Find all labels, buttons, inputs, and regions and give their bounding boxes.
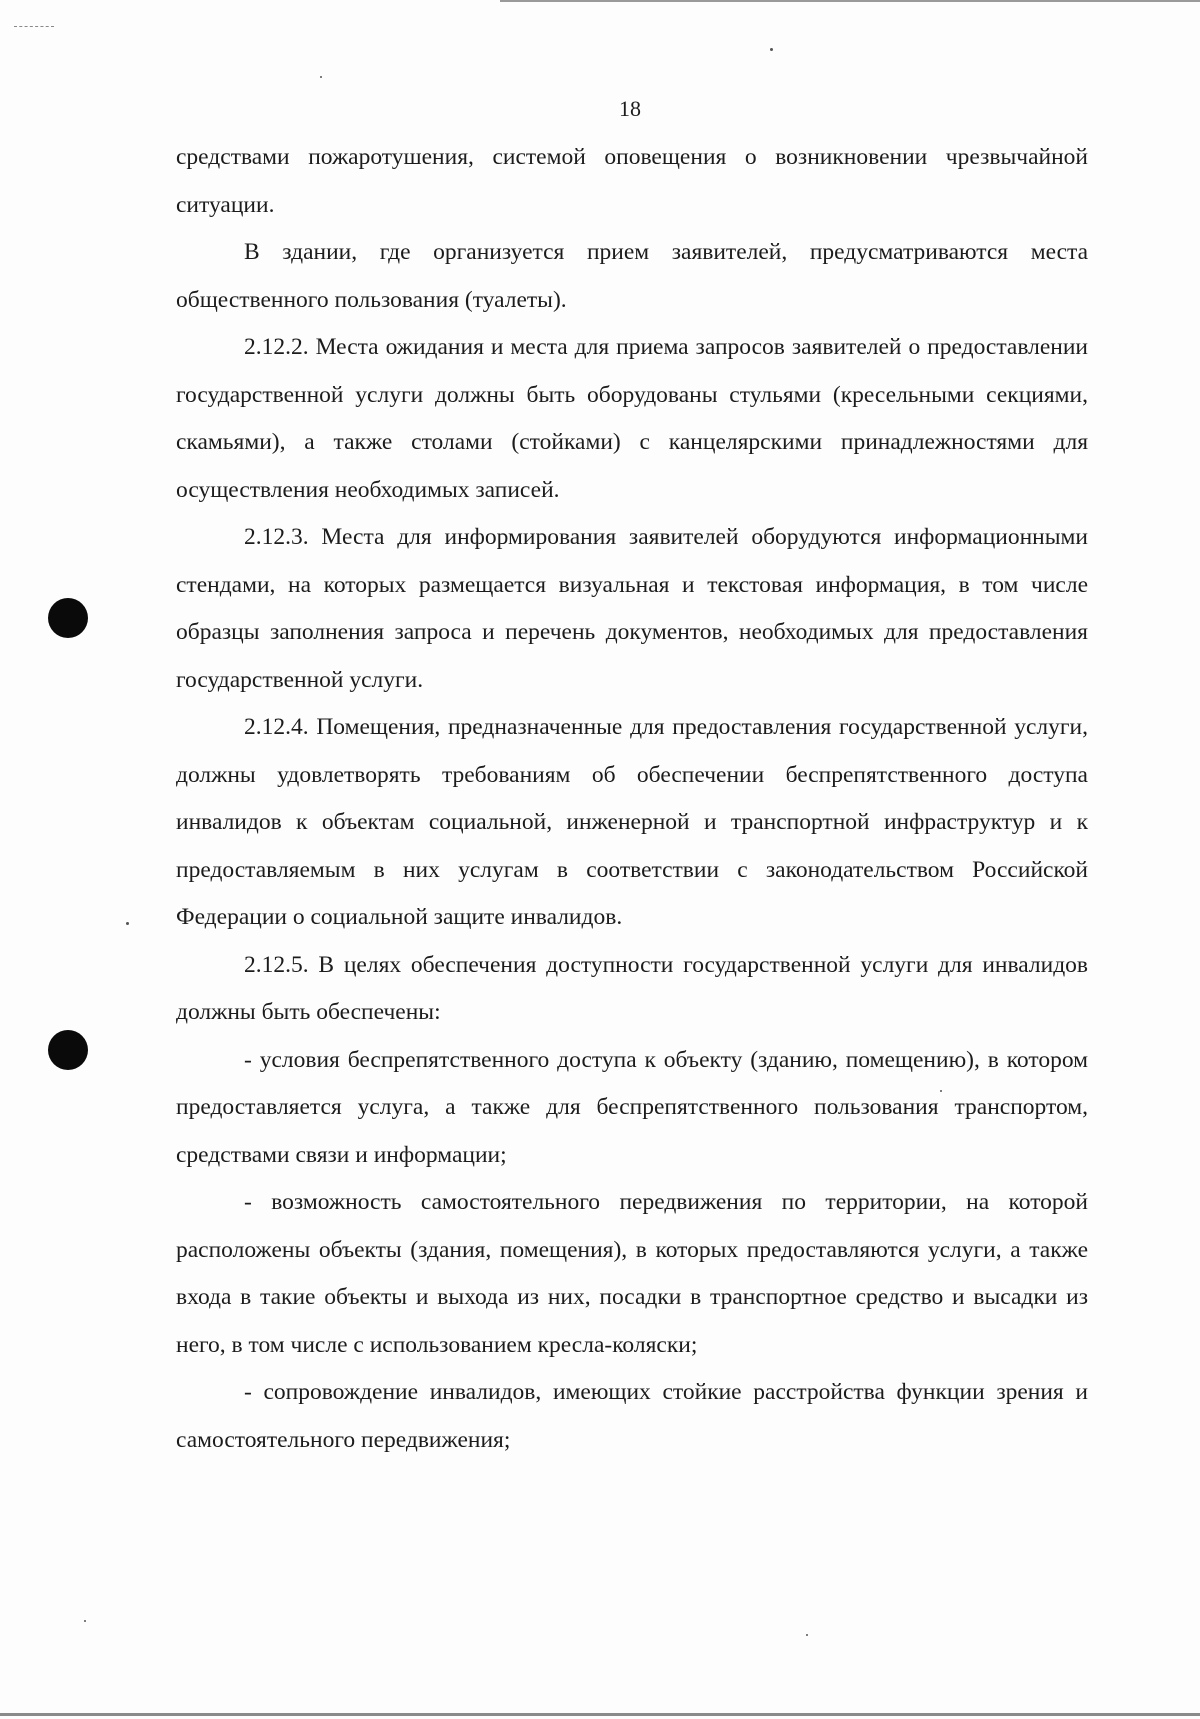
body-text bbox=[176, 134, 1088, 1464]
scan-edge-bottom bbox=[0, 1713, 1200, 1716]
punch-hole-lower bbox=[48, 1030, 88, 1070]
list-item: - сопровождение инвалидов, имеющих стойкие расстройства функции зрения и самостоятельного передвижения; bbox=[176, 1379, 1088, 1453]
paragraph: средствами пожаротушения, системой оповещения о возникновении чрезвычайной ситуации. bbox=[176, 144, 1088, 218]
scan-edge-top bbox=[500, 0, 1200, 2]
scan-speck bbox=[770, 48, 773, 51]
page-number: 18 bbox=[619, 96, 641, 121]
paragraph-2-12-2: 2.12.2. Места ожидания и места для приема запросов заявителей о предоставлении государственной услуги должны быть оборудованы стульями (кресельными секциями, скамьями), а также столами (стойками) с канцелярскими принадлежностями для осуществления необходимых записей. bbox=[176, 334, 1088, 503]
paragraph-2-12-3: 2.12.3. Места для информирования заявителей оборудуются информационными стендами, на которых размещается визуальная и текстовая информация, в том числе образцы заполнения запроса и перечень документов, необходимых для предоставления государственной услуги. bbox=[176, 524, 1088, 693]
scan-speck bbox=[126, 922, 129, 925]
punch-hole-upper bbox=[48, 598, 88, 638]
scan-speck bbox=[806, 1634, 808, 1636]
scan-speck bbox=[320, 76, 322, 78]
list-item: - условия беспрепятственного доступа к объекту (зданию, помещению), в котором предоставляется услуга, а также для беспрепятственного пользования транспортом, средствами связи и информации; bbox=[176, 1046, 1088, 1168]
paragraph: В здании, где организуется прием заявителей, предусматриваются места общественного пользования (туалеты). bbox=[176, 239, 1088, 313]
scan-mark bbox=[14, 26, 54, 28]
scan-speck bbox=[84, 1620, 86, 1622]
paragraph-2-12-4: 2.12.4. Помещения, предназначенные для предоставления государственной услуги, должны удовлетворять требованиям об обеспечении беспрепятственного доступа инвалидов к объектам социальной, инженерной и транспортной инфраструктур и к предоставляемым в них услугам в соответствии с законодательством Российской Федерации о социальной защите инвалидов. bbox=[176, 714, 1088, 930]
list-item: - возможность самостоятельного передвижения по территории, на которой расположены объекты (здания, помещения), в которых предоставляются услуги, а также входа в такие объекты и выхода из них, посадки в транспортное средство и высадки из него, в том числе с использованием кресла-коляски; bbox=[176, 1189, 1088, 1358]
paragraph-2-12-5: 2.12.5. В целях обеспечения доступности государственной услуги для инвалидов должны быть обеспечены: bbox=[176, 951, 1088, 1025]
